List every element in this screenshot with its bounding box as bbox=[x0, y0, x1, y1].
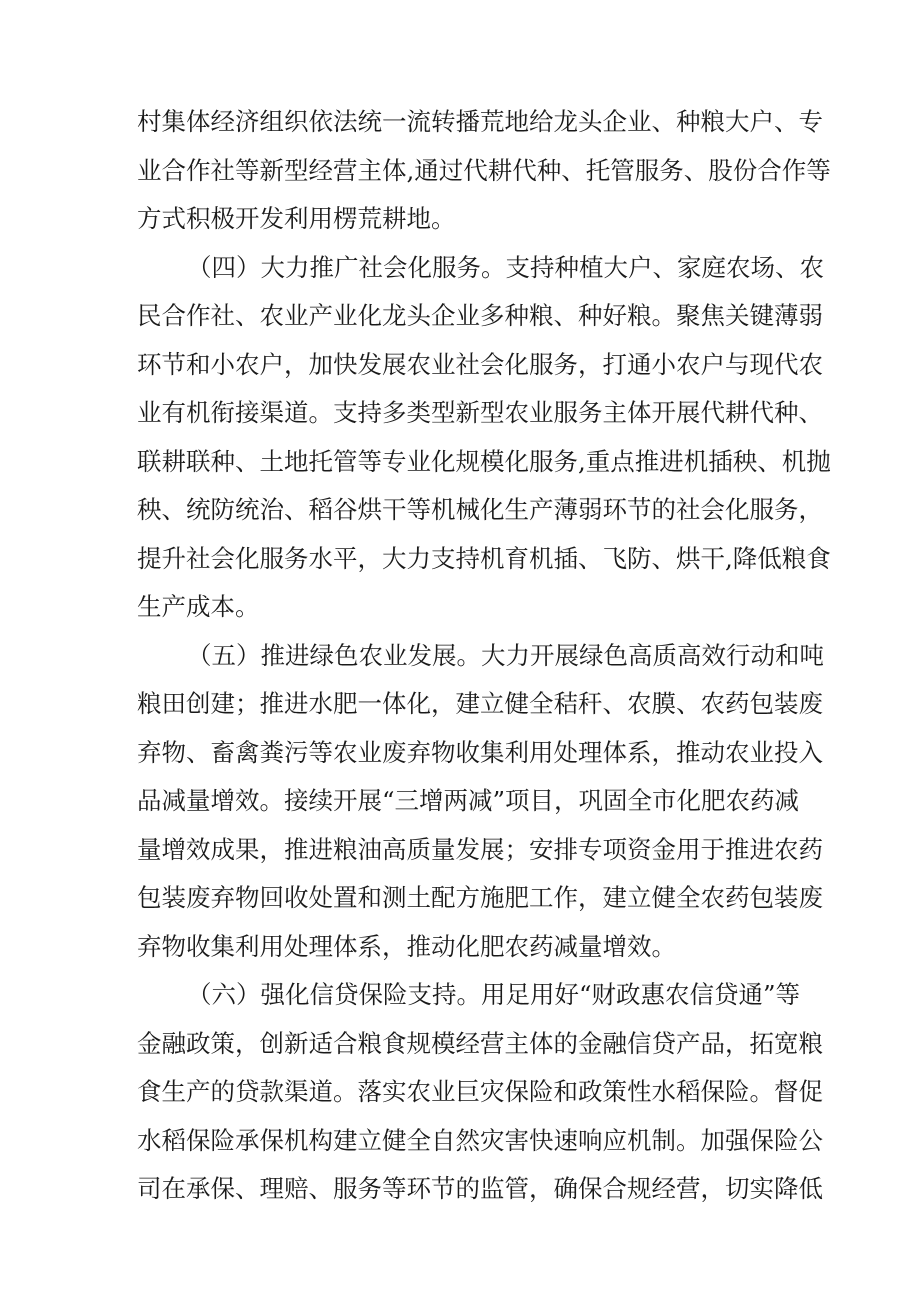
text-line: 金融政策，创新适合粮食规模经营主体的金融信贷产品，拓宽粮 bbox=[137, 1028, 823, 1058]
text-line: 量增效成果，推进粮油高质量发展；安排专项资金用于推进农药 bbox=[137, 834, 823, 864]
paragraph-heading-line: （四）大力推广社会化服务。支持种植大户、家庭农场、农 bbox=[187, 252, 824, 282]
text-line: 方式积极开发利用楞荒耕地。 bbox=[137, 204, 456, 233]
paragraph-continuation bbox=[137, 98, 831, 244]
text-line: 弃物收集利用处理体系，推动化肥农药减量增效。 bbox=[137, 931, 676, 961]
text-line: 食生产的贷款渠道。落实农业巨灾保险和政策性水稻保险。督促 bbox=[137, 1077, 823, 1106]
paragraph-socialized-service bbox=[137, 244, 831, 632]
text-line: 业有机衔接渠道。支持多类型新型农业服务主体开展代耕代种、 bbox=[137, 398, 823, 427]
text-line: 粮田创建；推进水肥一体化，建立健全秸秆、农膜、农药包装废 bbox=[137, 689, 823, 718]
text-line: 水稻保险承保机构建立健全自然灾害快速响应机制。加强保险公 bbox=[137, 1125, 823, 1155]
text-line: 包装废弃物回收处置和测土配方施肥工作，建立健全农药包装废 bbox=[137, 883, 823, 912]
document-body bbox=[137, 98, 831, 1214]
text-line: 联耕联种、土地托管等专业化规模化服务,重点推进机插秧、机抛 bbox=[137, 446, 831, 476]
paragraph-heading-line: （六）强化信贷保险支持。用足用好“财政惠农信贷通”等 bbox=[187, 980, 801, 1009]
text-line: 村集体经济组织依法统一流转播荒地给龙头企业、种粮大户、专 bbox=[137, 107, 823, 136]
text-line: 秧、统防统治、稻谷烘干等机械化生产薄弱环节的社会化服务， bbox=[137, 495, 823, 524]
text-line: 业合作社等新型经营主体,通过代耕代种、托管服务、股份合作等 bbox=[137, 155, 831, 185]
text-line: 民合作社、农业产业化龙头企业多种粮、种好粮。聚焦关键薄弱 bbox=[137, 301, 823, 330]
text-line: 环节和小农户，加快发展农业社会化服务，打通小农户与现代农 bbox=[137, 349, 823, 379]
paragraph-green-agriculture bbox=[137, 632, 824, 972]
paragraph-heading-line: （五）推进绿色农业发展。大力开展绿色高质高效行动和吨 bbox=[187, 640, 824, 670]
text-line: 生产成本。 bbox=[137, 592, 260, 621]
text-line: 提升社会化服务水平，大力支持机育机插、飞防、烘干,降低粮食 bbox=[137, 543, 831, 573]
text-line: 司在承保、理赔、服务等环节的监管，确保合规经营，切实降低 bbox=[137, 1174, 823, 1203]
paragraph-credit-insurance bbox=[137, 971, 823, 1214]
text-line: 品减量增效。接续开展“三增两减”项目，巩固全市化肥农药减 bbox=[137, 786, 800, 815]
text-line: 弃物、畜禽粪污等农业废弃物收集利用处理体系，推动农业投入 bbox=[137, 737, 823, 767]
